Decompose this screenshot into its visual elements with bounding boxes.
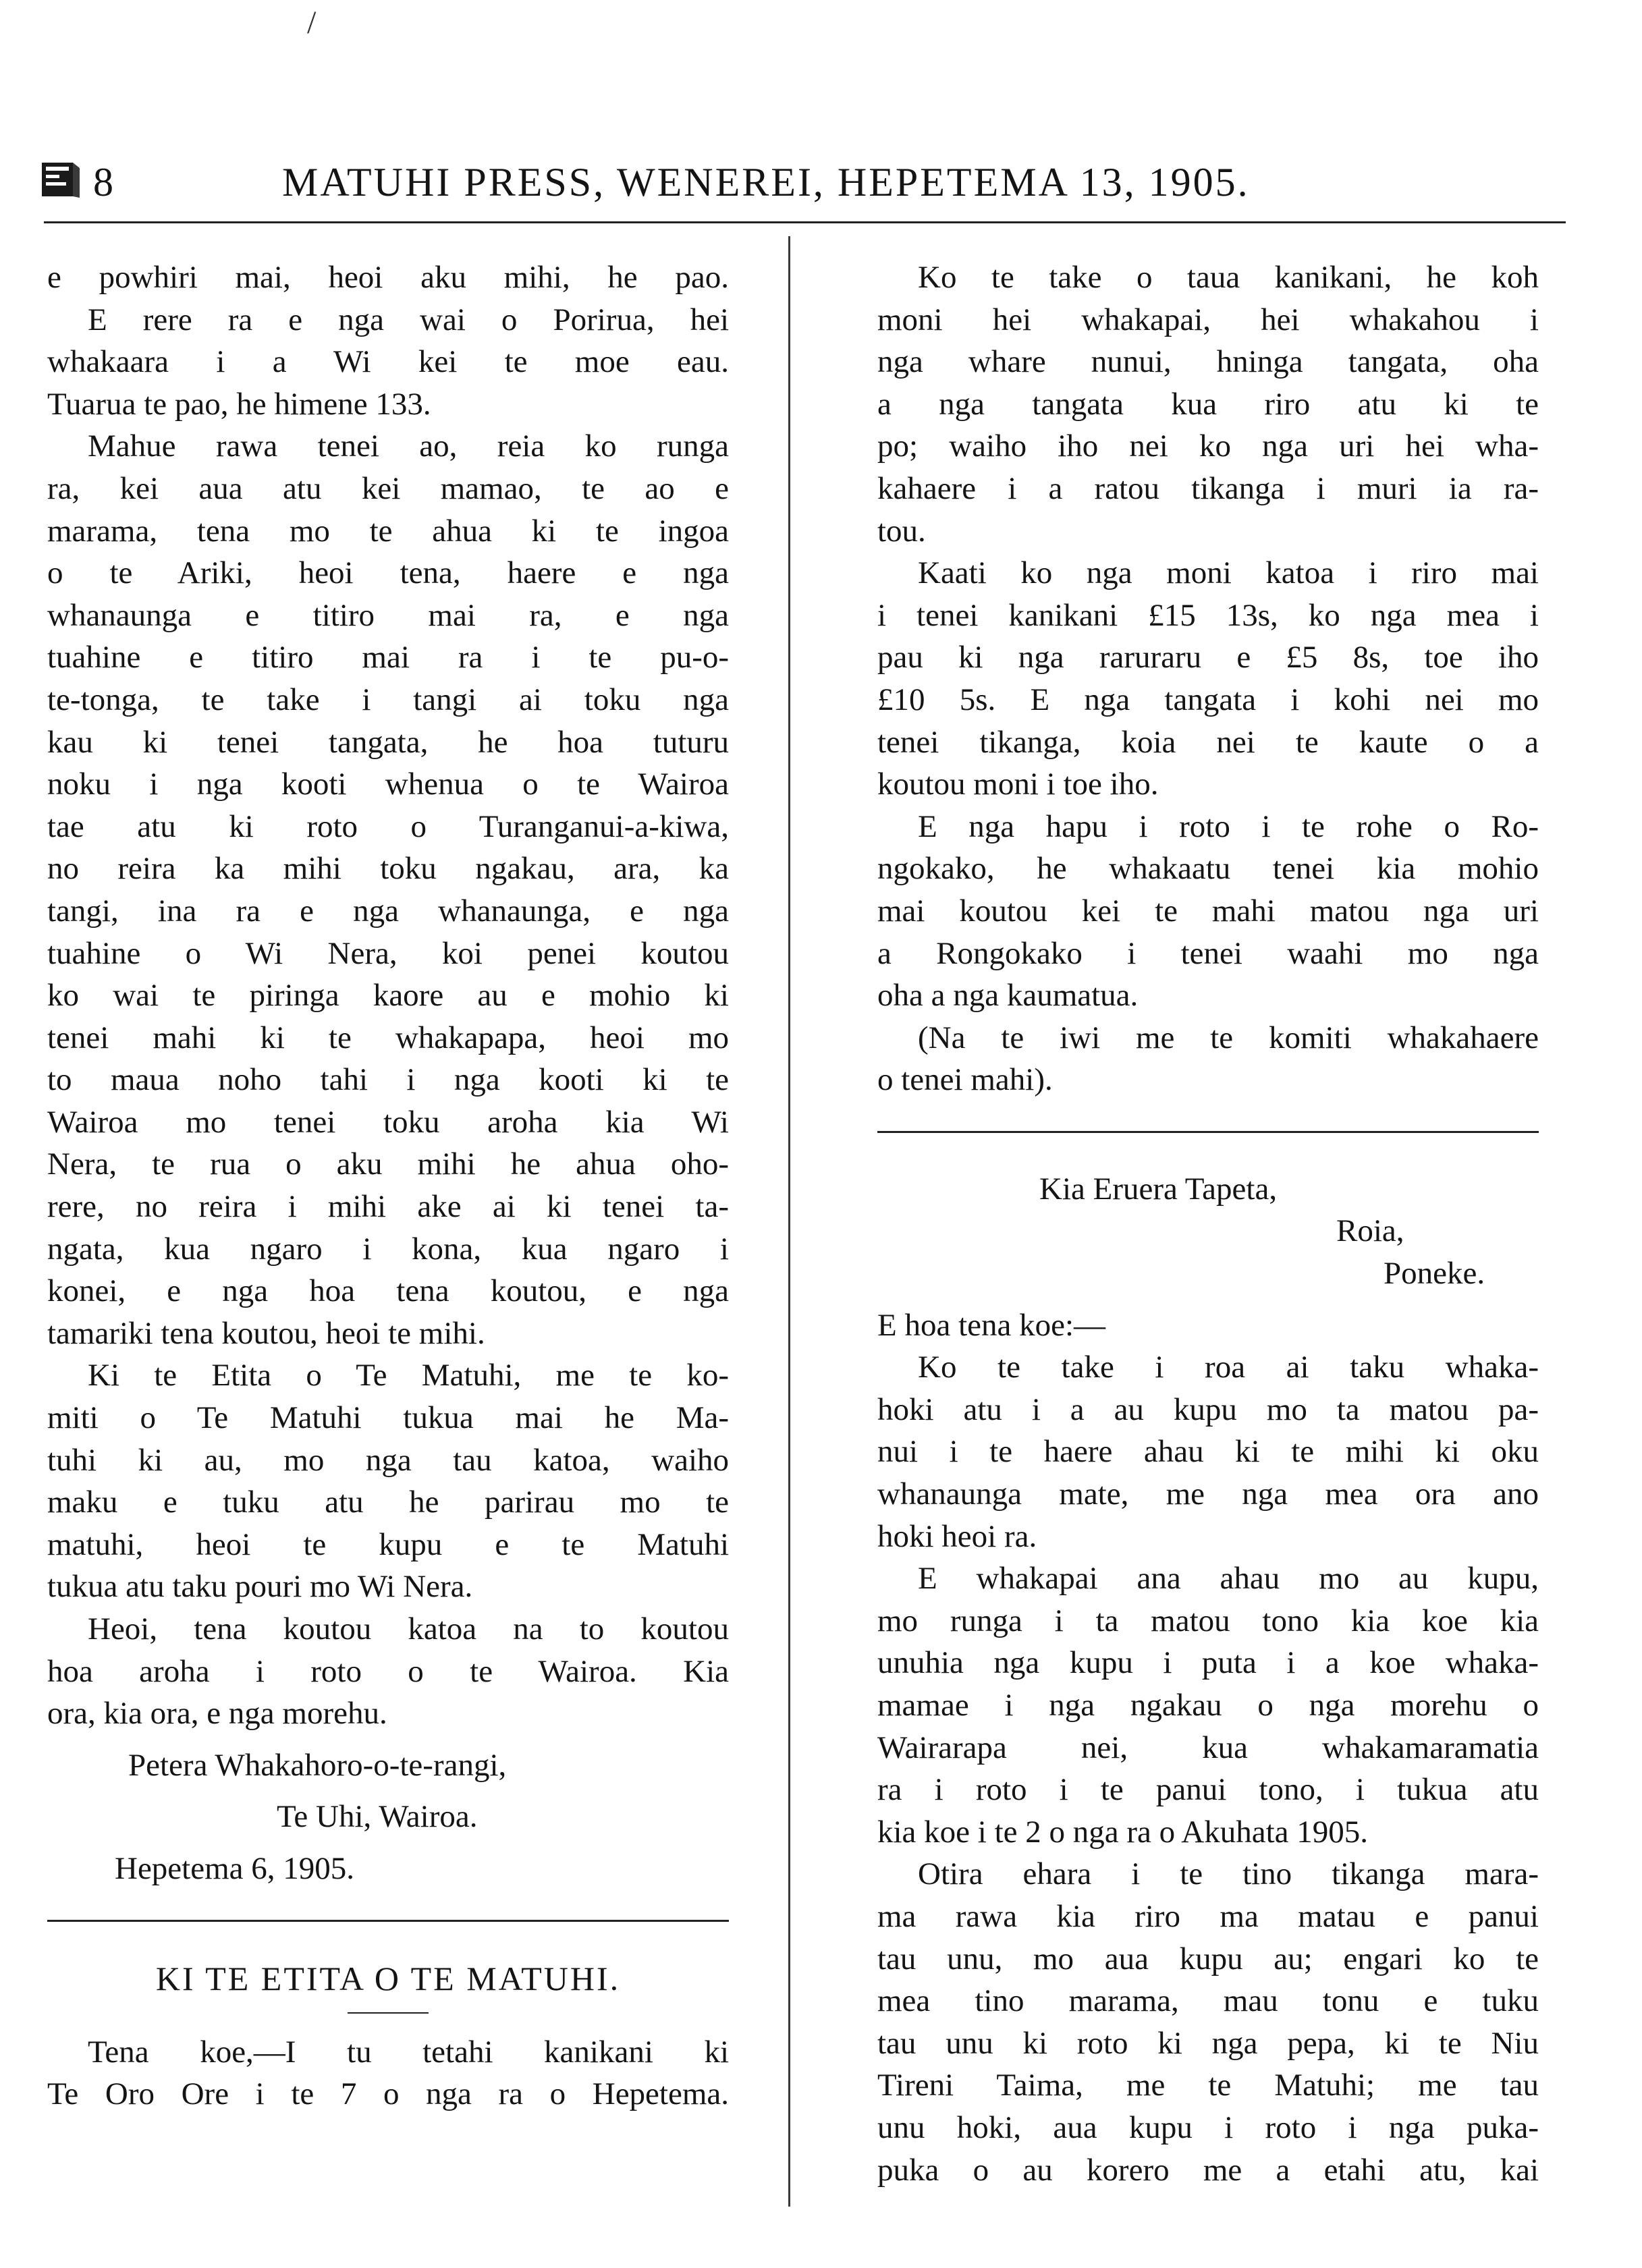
- text-line: Ki te Etita o Te Matuhi, me te ko-: [88, 1358, 729, 1393]
- text-line: i tenei kanikani £15 13s, ko nga mea i: [877, 597, 1539, 633]
- spacer: [47, 1838, 729, 1848]
- text-line: koutou moni i toe iho.: [877, 767, 1159, 802]
- text-line: whakaara i a Wi kei te moe eau.: [47, 344, 729, 380]
- text-line: o te Ariki, heoi tena, haere e nga: [47, 555, 729, 591]
- text-line: E nga hapu i roto i te rohe o Ro-: [918, 808, 1539, 844]
- address-place: Poneke.: [1384, 1256, 1485, 1292]
- text-line: unu hoki, aua kupu i roto i nga puka-: [877, 2109, 1539, 2145]
- text-line: moni hei whakapai, hei whakahou i: [877, 302, 1539, 337]
- text-line: ngata, kua ngaro i kona, kua ngaro i: [47, 1231, 729, 1267]
- text-line: mo runga i ta matou tono kia koe kia: [877, 1603, 1539, 1638]
- text-line: Mahue rawa tenei ao, reia ko runga: [88, 428, 729, 464]
- text-line: Tuarua te pao, he himene 133.: [47, 386, 431, 422]
- spacer: [47, 1735, 729, 1744]
- paragraph: [877, 256, 1539, 552]
- text-line: tenei tikanga, koia nei te kaute o a: [877, 724, 1539, 760]
- text-line: tuahine e titiro mai ra i te pu-o-: [47, 640, 729, 675]
- text-line: tau unu, mo aua kupu au; engari ko te: [877, 1941, 1539, 1976]
- text-line: pau ki nga raruraru e £5 8s, toe iho: [877, 640, 1539, 675]
- text-line: Wairoa mo tenei toku aroha kia Wi: [47, 1104, 729, 1140]
- text-line: hoki heoi ra.: [877, 1518, 1037, 1554]
- paragraph: [877, 1346, 1539, 1557]
- text-line: ko wai te piringa kaore au e mohio ki: [47, 978, 729, 1014]
- heading-rule: [348, 2012, 429, 2014]
- text-line: Ko te take o taua kanikani, he koh: [918, 260, 1539, 295]
- text-line: ra, kei aua atu kei mamao, te ao e: [47, 470, 729, 506]
- text-line: a nga tangata kua riro atu ki te: [877, 386, 1539, 422]
- text-line: tukua atu taku pouri mo Wi Nera.: [47, 1569, 473, 1605]
- page-number: 8: [93, 160, 113, 204]
- spacer: [47, 1786, 729, 1796]
- signature-place: Te Uhi, Wairoa.: [277, 1799, 478, 1835]
- text-line: oha a nga kaumatua.: [877, 978, 1139, 1014]
- section-heading: KI TE ETITA O TE MATUHI.: [155, 1959, 621, 1997]
- page-header: [39, 159, 1564, 206]
- text-line: nui i te haere ahau ki te mihi ki oku: [877, 1434, 1539, 1470]
- text-line: unuhia nga kupu i puta i a koe whaka-: [877, 1645, 1539, 1681]
- section-rule: [47, 1920, 729, 1922]
- text-line: (Na te iwi me te komiti whakahaere: [918, 1020, 1539, 1055]
- column-divider: [788, 236, 790, 2207]
- text-line: Heoi, tena koutou katoa na to koutou: [88, 1611, 729, 1647]
- text-line: po; waiho iho nei ko nga uri hei wha-: [877, 428, 1539, 464]
- text-line: hoa aroha i roto o te Wairoa. Kia: [47, 1653, 729, 1689]
- text-line: tou.: [877, 513, 926, 549]
- paragraph: [877, 552, 1539, 806]
- masthead-title: MATUHI PRESS, WENEREI, HEPETEMA 13, 1905.: [282, 160, 1250, 204]
- text-line: tau unu ki roto ki nga pepa, ki te Niu: [877, 2025, 1539, 2061]
- text-line: tangi, ina ra e nga whanaunga, e nga: [47, 893, 729, 929]
- text-line: kahaere i a ratou tikanga i muri ia ra-: [877, 470, 1539, 506]
- text-line: rere, no reira i mihi ake ai ki tenei ta-: [47, 1189, 729, 1225]
- paragraph: [877, 1853, 1539, 2191]
- header-rule: [44, 221, 1566, 223]
- text-line: noku i nga kooti whenua o te Wairoa: [47, 767, 729, 802]
- text-line: ra i roto i te panui tono, i tukua atu: [877, 1772, 1539, 1808]
- text-line: £10 5s. E nga tangata i kohi nei mo: [877, 682, 1539, 717]
- address-title: Roia,: [1336, 1213, 1404, 1249]
- text-line: tenei mahi ki te whakapapa, heoi mo: [47, 1020, 729, 1055]
- spacer: [877, 1295, 1539, 1304]
- paragraph: [47, 425, 729, 1354]
- text-line: ma rawa kia riro ma matau e panui: [877, 1898, 1539, 1934]
- paragraph: [877, 1017, 1539, 1101]
- paragraph: [47, 2031, 729, 2115]
- left-column: [47, 256, 729, 2115]
- text-line: no reira ka mihi toku ngakau, ara, ka: [47, 851, 729, 887]
- signature-date: Hepetema 6, 1905.: [115, 1850, 355, 1886]
- printer-ornament-icon: [39, 159, 81, 200]
- signature-name: Petera Whakahoro-o-te-rangi,: [128, 1747, 507, 1783]
- text-line: Wairarapa nei, kua whakamaramatia: [877, 1730, 1539, 1765]
- text-line: whanaunga mate, me nga mea ora ano: [877, 1476, 1539, 1512]
- text-line: nga whare nunui, hninga tangata, oha: [877, 344, 1539, 380]
- paragraph: [877, 806, 1539, 1017]
- text-line: Ko te take i roa ai taku whaka-: [918, 1350, 1539, 1385]
- text-line: ngokako, he whakaatu tenei kia mohio: [877, 851, 1539, 887]
- text-line: mai koutou kei te mahi matou nga uri: [877, 893, 1539, 929]
- address-name: Kia Eruera Tapeta,: [1039, 1171, 1278, 1207]
- text-line: maku e tuku atu he parirau mo te: [47, 1485, 729, 1520]
- salutation: E hoa tena koe:—: [877, 1307, 1106, 1343]
- text-line: puka o au korero me a etahi atu, kai: [877, 2152, 1539, 2188]
- text-line: E rere ra e nga wai o Porirua, hei: [88, 302, 729, 337]
- text-line: matuhi, heoi te kupu e te Matuhi: [47, 1526, 729, 1562]
- text-line: Kaati ko nga moni katoa i riro mai: [918, 555, 1539, 591]
- text-line: konei, e nga hoa tena koutou, e nga: [47, 1273, 729, 1309]
- text-line: tamariki tena koutou, heoi te mihi.: [47, 1315, 485, 1351]
- text-line: mamae i nga ngakau o nga morehu o: [877, 1688, 1539, 1723]
- text-line: mea tino marama, mau tonu e tuku: [877, 1983, 1539, 2019]
- text-line: hoki atu i a au kupu mo ta matou pa-: [877, 1391, 1539, 1427]
- text-line: te-tonga, te take i tangi ai toku nga: [47, 682, 729, 717]
- text-line: Te Oro Ore i te 7 o nga ra o Hepetema.: [47, 2076, 729, 2112]
- stray-mark: /: [307, 5, 317, 40]
- text-line: ora, kia ora, e nga morehu.: [47, 1696, 387, 1732]
- text-line: tuhi ki au, mo nga tau katoa, waiho: [47, 1442, 729, 1478]
- section-rule: [877, 1131, 1539, 1133]
- paragraph: [877, 1557, 1539, 1853]
- text-line: kau ki tenei tangata, he hoa tuturu: [47, 724, 729, 760]
- paragraph: [47, 1354, 729, 1608]
- text-line: Tena koe,—I tu tetahi kanikani ki: [88, 2034, 729, 2070]
- text-line: Otira ehara i te tino tikanga mara-: [918, 1856, 1539, 1892]
- text-line: Nera, te rua o aku mihi he ahua oho-: [47, 1146, 729, 1182]
- right-column: [877, 256, 1539, 2191]
- text-line: o tenei mahi).: [877, 1062, 1053, 1098]
- text-line: E whakapai ana ahau mo au kupu,: [918, 1561, 1539, 1597]
- text-line: a Rongokako i tenei waahi mo nga: [877, 935, 1539, 971]
- text-line: tae atu ki roto o Turanganui-a-kiwa,: [47, 808, 729, 844]
- text-line: whanaunga e titiro mai ra, e nga: [47, 597, 729, 633]
- text-line: marama, tena mo te ahua ki te ingoa: [47, 513, 729, 549]
- text-line: miti o Te Matuhi tukua mai he Ma-: [47, 1400, 729, 1436]
- text-line: to maua noho tahi i nga kooti ki te: [47, 1062, 729, 1098]
- text-line: Tireni Taima, me te Matuhi; me tau: [877, 2068, 1539, 2103]
- text-line: kia koe i te 2 o nga ra o Akuhata 1905.: [877, 1814, 1369, 1850]
- text-line: tuahine o Wi Nera, koi penei koutou: [47, 935, 729, 971]
- paragraph: [47, 1608, 729, 1735]
- text-line: e powhiri mai, heoi aku mihi, he pao.: [47, 260, 729, 295]
- paragraph: [47, 256, 729, 425]
